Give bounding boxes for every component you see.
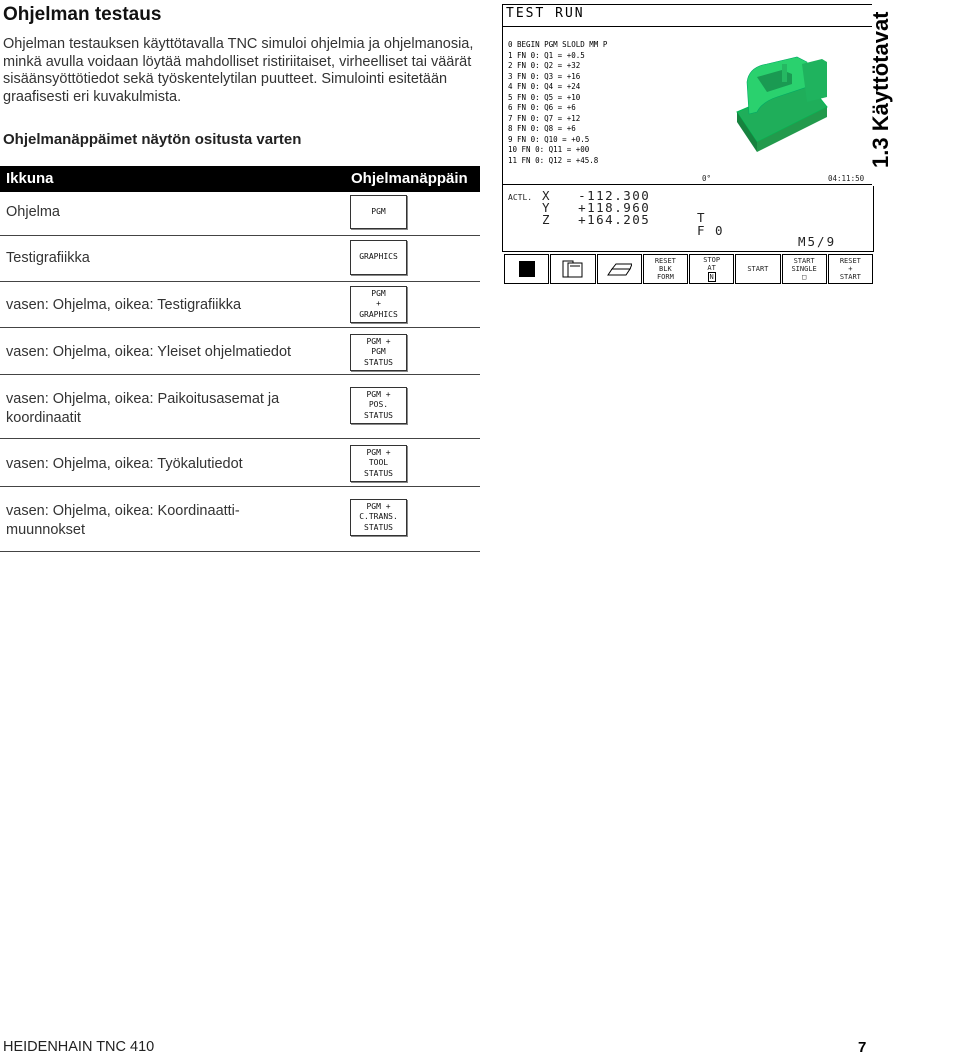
table-row xyxy=(0,439,480,487)
softkey-reset-start[interactable] xyxy=(828,254,873,284)
softkey-line: AT xyxy=(707,264,716,272)
m-function: M5/9 xyxy=(798,234,837,249)
softkey-line: POS. xyxy=(368,400,389,410)
softkey-stop-at[interactable] xyxy=(689,254,734,284)
program-line: 4 FN 0: Q4 = +24 xyxy=(508,82,581,91)
chapter-side-tab: 1.3 Käyttötavat xyxy=(868,11,893,168)
softkey-line: START xyxy=(747,265,769,273)
softkey-line: STATUS xyxy=(364,357,393,367)
tool-status xyxy=(697,211,724,237)
col-softkey-header: Ohjelmanäppäin xyxy=(351,170,468,187)
tool-line: F 0 xyxy=(697,223,725,238)
row-window-label: vasen: Ohjelma, oikea: Paikoitusasemat ja koordinaatit xyxy=(6,391,280,426)
softkey-line: STATUS xyxy=(364,522,393,532)
softkey-line: SINGLE xyxy=(791,265,817,273)
intro-paragraph: Ohjelman testauksen käyttötavalla TNC simuloi ohjelmia ja ohjelmanosia, minkä avulla voidaan löytää mahdolliset ristiriitaiset, virheelliset tai väärät sisäänsyöttötiedot sekä työskentelytilan puutteet. Simulointi esitetään graafisesti eri kuvakulmista. xyxy=(3,36,474,105)
page-title: Ohjelman testaus xyxy=(3,4,162,25)
softkey-3d-view[interactable] xyxy=(597,254,642,284)
actl-label: ACTL. xyxy=(508,193,533,202)
coord-line: Y +118.960 xyxy=(542,200,651,215)
row-window-label: vasen: Ohjelma, oikea: Yleiset ohjelmatiedot xyxy=(6,344,292,360)
coord-line: X -112.300 xyxy=(542,188,651,203)
softkey-line: BLK xyxy=(659,265,672,273)
program-line: 0 BEGIN PGM SLOLD MM P xyxy=(508,40,608,49)
program-line: 9 FN 0: Q10 = +0.5 xyxy=(508,134,590,144)
col-window-header: Ikkuna xyxy=(6,170,54,187)
mode-title: TEST RUN xyxy=(506,6,585,21)
softkey-line: PGM + xyxy=(366,336,391,346)
divider xyxy=(502,26,872,27)
program-line: 10 FN 0: Q11 = +00 xyxy=(508,145,590,154)
softkey-line: STATUS xyxy=(364,410,393,420)
softkey-line: RESET xyxy=(654,257,676,265)
row-window-label: vasen: Ohjelma, oikea: Testigrafiikka xyxy=(6,297,242,313)
filled-square-icon xyxy=(519,261,535,277)
table-row xyxy=(0,375,480,439)
tool-line: T xyxy=(697,210,707,225)
row-window-label: Testigrafiikka xyxy=(6,250,90,266)
view-angle: 0° xyxy=(702,174,712,183)
softkey-filled-square[interactable] xyxy=(504,254,549,284)
softkey-line: PGM xyxy=(371,288,386,298)
softkey-line: STOP xyxy=(703,256,721,264)
row-window-label: Ohjelma xyxy=(6,204,60,220)
softkey-line: GRAPHICS xyxy=(359,309,398,319)
softkey-line: PGM + xyxy=(366,447,391,457)
softkey-start-single[interactable] xyxy=(782,254,827,284)
softkey-line: START xyxy=(839,273,861,281)
softkey-reset-blk-form[interactable] xyxy=(643,254,688,284)
softkey-line: RESET xyxy=(839,257,861,265)
softkey-line: FORM xyxy=(656,273,674,281)
softkey-line: N xyxy=(709,273,714,281)
row-window-label: vasen: Ohjelma, oikea: Työkalutiedot xyxy=(6,456,243,472)
softkey-bar xyxy=(504,254,874,284)
softkey-line: TOOL xyxy=(368,458,389,468)
3d-block-icon xyxy=(606,261,632,277)
test-graphic xyxy=(687,42,867,172)
softkey-line: PGM + xyxy=(366,501,391,511)
page-number: 7 xyxy=(858,1039,867,1056)
softkey-graphics[interactable] xyxy=(350,240,407,275)
softkey-line: + xyxy=(848,265,853,273)
table-row xyxy=(0,192,480,236)
footer-brand: HEIDENHAIN TNC 410 xyxy=(3,1039,155,1055)
softkey-line: PGM xyxy=(371,206,386,216)
table-row xyxy=(0,487,480,552)
softkey-tool-status[interactable] xyxy=(350,445,407,482)
program-line: 8 FN 0: Q8 = +6 xyxy=(508,124,576,133)
softkey-pos-status[interactable] xyxy=(350,387,407,424)
program-line: 6 FN 0: Q6 = +6 xyxy=(508,103,576,112)
table-row xyxy=(0,236,480,282)
softkey-pgm-status[interactable] xyxy=(350,334,407,371)
divider xyxy=(502,184,872,185)
softkey-pgm-graphics[interactable] xyxy=(350,286,407,323)
softkey-start[interactable] xyxy=(735,254,780,284)
tnc-screen xyxy=(502,4,874,284)
table-row xyxy=(0,282,480,328)
program-line: 11 FN 0: Q12 = +45.8 xyxy=(508,155,599,165)
softkey-ctrans-status[interactable] xyxy=(350,499,407,536)
row-window-label: vasen: Ohjelma, oikea: Koordinaatti-muunnokset xyxy=(6,503,240,538)
softkey-line: C.TRANS. xyxy=(359,512,398,522)
softkey-line: PGM xyxy=(371,347,386,357)
softkey-window-split[interactable] xyxy=(550,254,595,284)
softkey-line: START xyxy=(793,257,815,265)
coord-line: Z +164.205 xyxy=(542,212,651,227)
program-line: 5 FN 0: Q5 = +10 xyxy=(508,92,581,102)
softkey-line: □ xyxy=(802,273,807,281)
softkey-line: + xyxy=(376,299,381,309)
softkey-line: PGM + xyxy=(366,389,391,399)
run-time: 04:11:50 xyxy=(828,174,865,183)
program-line: 1 FN 0: Q1 = +0.5 xyxy=(508,50,585,60)
table-header xyxy=(0,166,480,192)
program-line: 3 FN 0: Q3 = +16 xyxy=(508,71,581,81)
program-listing xyxy=(508,40,607,166)
softkey-pgm[interactable] xyxy=(350,195,407,229)
table-row xyxy=(0,328,480,375)
softkey-line: GRAPHICS xyxy=(359,252,398,262)
axis-coordinates xyxy=(542,190,650,226)
softkey-line: STATUS xyxy=(364,468,393,478)
section-subheading: Ohjelmanäppäimet näytön ositusta varten xyxy=(3,131,302,148)
window-split-icon xyxy=(562,260,584,278)
program-line: 7 FN 0: Q7 = +12 xyxy=(508,113,581,123)
program-line: 2 FN 0: Q2 = +32 xyxy=(508,61,581,70)
